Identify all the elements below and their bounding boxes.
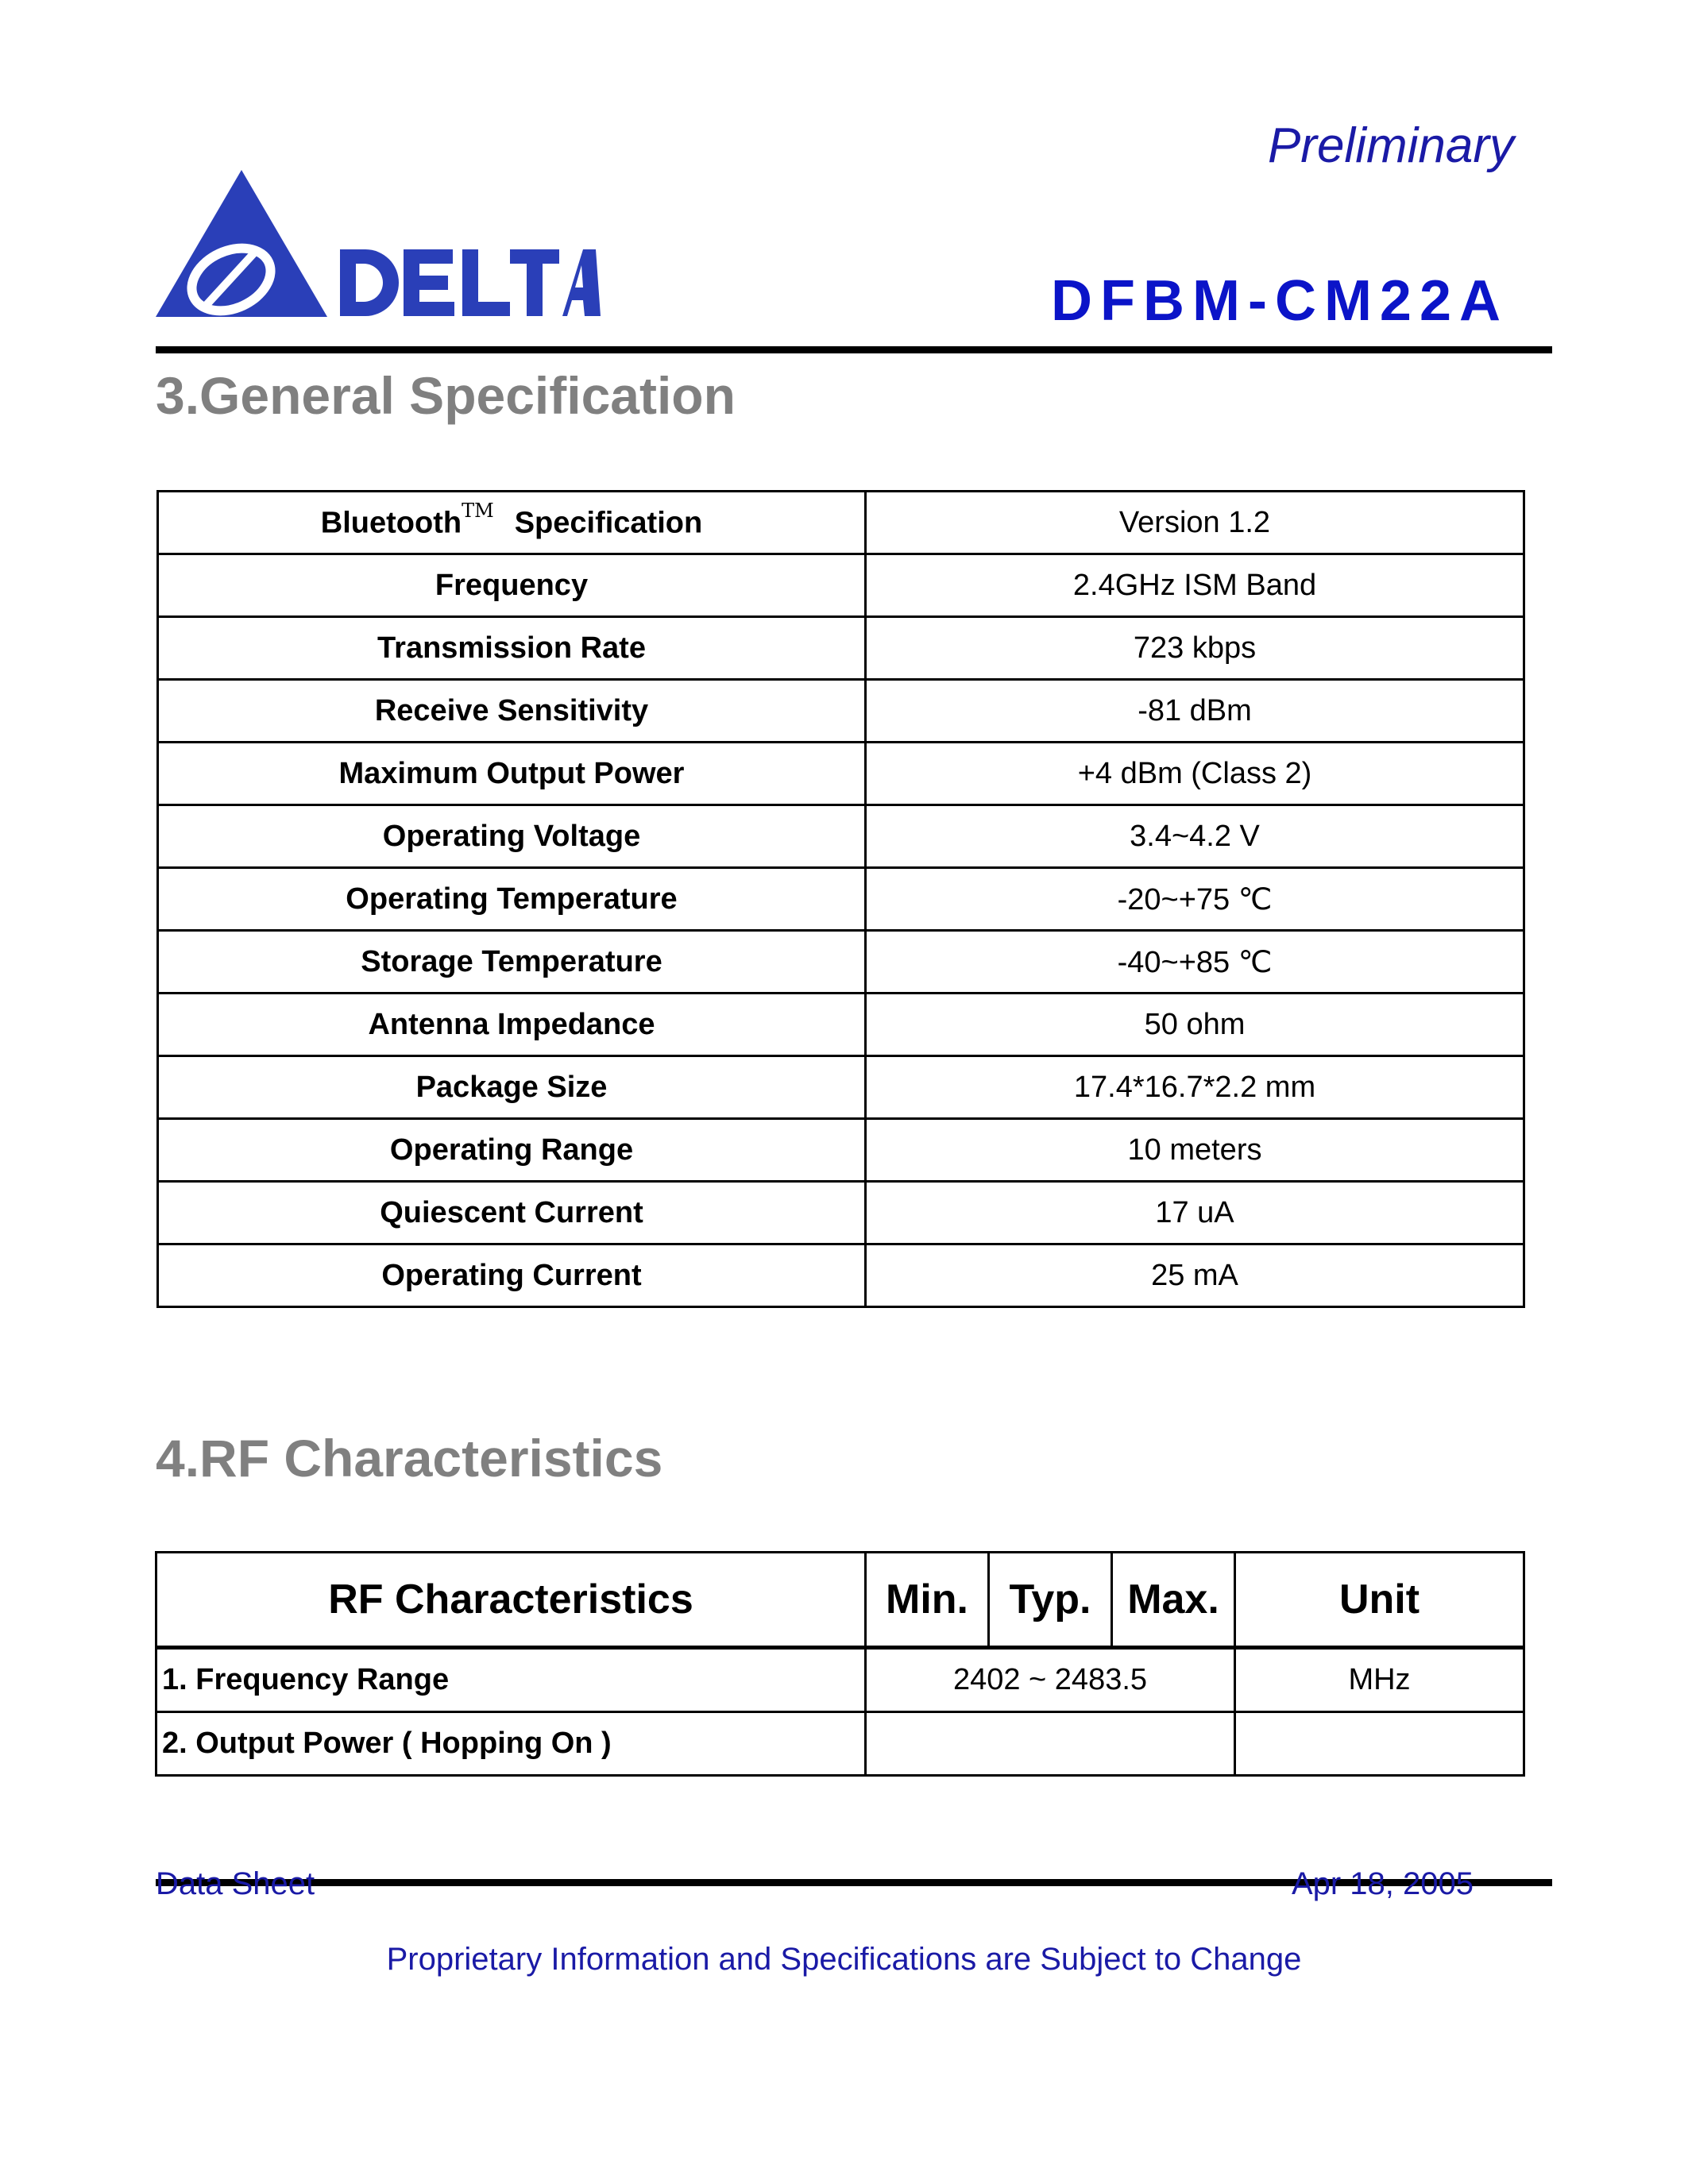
spec-value: 17 uA [866, 1182, 1524, 1244]
spec-value: 17.4*16.7*2.2 mm [866, 1056, 1524, 1119]
table-row [156, 1712, 1524, 1776]
rf-row-unit [1235, 1712, 1524, 1776]
table-row [158, 931, 1524, 994]
rf-row-range: 2402 ~ 2483.5 [866, 1648, 1235, 1712]
spec-label: Receive Sensitivity [158, 680, 866, 743]
general-spec-table [156, 490, 1525, 1308]
delta-logo [156, 170, 601, 322]
footer-doc-type: Data Sheet [156, 1866, 315, 1901]
footer-notice: Proprietary Information and Specifications are Subject to Change [386, 1942, 1302, 1977]
spec-value: Version 1.2 [866, 492, 1524, 554]
spec-label: Operating Current [158, 1244, 866, 1307]
spec-label-text: Bluetooth [320, 506, 462, 540]
table-row [158, 994, 1524, 1056]
section-title-general-spec: 3.General Specification [156, 366, 736, 425]
rf-row-unit: MHz [1235, 1648, 1524, 1712]
spec-label: Transmission Rate [158, 617, 866, 680]
table-row [158, 554, 1524, 617]
table-row [158, 805, 1524, 868]
spec-value: 2.4GHz ISM Band [866, 554, 1524, 617]
spec-label: Operating Range [158, 1119, 866, 1182]
table-row [156, 1648, 1524, 1712]
rf-col-header-max: Max. [1112, 1553, 1235, 1648]
rf-col-header-unit: Unit [1235, 1553, 1524, 1648]
spec-value: -81 dBm [866, 680, 1524, 743]
section-title-rf: 4.RF Characteristics [156, 1429, 663, 1488]
spec-value: 10 meters [866, 1119, 1524, 1182]
rf-row-name: 1. Frequency Range [156, 1648, 866, 1712]
table-row [158, 1244, 1524, 1307]
header-divider [156, 346, 1552, 353]
spec-label: Maximum Output Power [158, 743, 866, 805]
spec-label: Operating Temperature [158, 868, 866, 931]
rf-row-name: 2. Output Power ( Hopping On ) [156, 1712, 866, 1776]
spec-value: +4 dBm (Class 2) [866, 743, 1524, 805]
spec-value: 25 mA [866, 1244, 1524, 1307]
spec-label [158, 492, 866, 554]
table-row [158, 492, 1524, 554]
spec-value: -40~+85 ℃ [866, 931, 1524, 994]
rf-characteristics-table [155, 1551, 1525, 1777]
rf-col-header-min: Min. [866, 1553, 989, 1648]
spec-value: 723 kbps [866, 617, 1524, 680]
spec-value: -20~+75 ℃ [866, 868, 1524, 931]
table-row [158, 868, 1524, 931]
rf-col-header-name: RF Characteristics [156, 1553, 866, 1648]
model-number: DFBM-CM22A [1051, 269, 1508, 333]
spec-label: Antenna Impedance [158, 994, 866, 1056]
table-row [158, 1056, 1524, 1119]
spec-value: 3.4~4.2 V [866, 805, 1524, 868]
rf-table-header [156, 1553, 1524, 1648]
table-row [158, 617, 1524, 680]
rf-col-header-typ: Typ. [989, 1553, 1112, 1648]
spec-label-suffix: Specification [514, 506, 703, 540]
table-row [158, 1119, 1524, 1182]
rf-row-range [866, 1712, 1235, 1776]
spec-label: Storage Temperature [158, 931, 866, 994]
table-row [158, 1182, 1524, 1244]
spec-label: Package Size [158, 1056, 866, 1119]
spec-value: 50 ohm [866, 994, 1524, 1056]
preliminary-label: Preliminary [1267, 118, 1514, 173]
footer-date: Apr 18, 2005 [1291, 1866, 1474, 1901]
table-row [158, 743, 1524, 805]
table-row [158, 680, 1524, 743]
trademark-mark: TM [462, 500, 494, 523]
spec-label: Frequency [158, 554, 866, 617]
spec-label: Quiescent Current [158, 1182, 866, 1244]
spec-label: Operating Voltage [158, 805, 866, 868]
